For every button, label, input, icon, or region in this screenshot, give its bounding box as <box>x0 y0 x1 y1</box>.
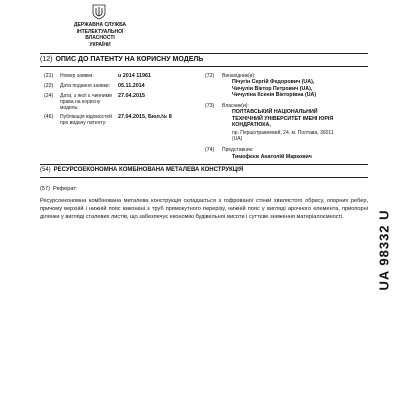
inventors-list <box>232 79 316 99</box>
field-code-22: (22) <box>44 83 54 89</box>
divider <box>40 164 368 165</box>
inventor-name: Чичуліна Ксенія Вікторівна (UA) <box>232 92 317 99</box>
field-value-application-number: u 2014 11961 <box>118 73 151 79</box>
inventor-name: Пічугін Сергій Федорович (UA), <box>232 79 315 85</box>
abstract-code: (57) <box>40 186 50 192</box>
owner-name-line: КОНДРАТЮКА, <box>232 122 271 129</box>
field-label-application-number: Номер заявки: <box>60 73 94 79</box>
divider <box>40 177 368 178</box>
inventor-name: Чичуліи Віктор Петрович (UA), <box>232 85 313 92</box>
invention-title <box>40 167 243 173</box>
owner-name-line: ПОЛТАВСЬКИЙ НАЦІОНАЛЬНИЙ <box>232 109 318 115</box>
abstract-text: Ресурсоекономна комбінована металева конструкція складається з гофрованої стінки хвилястого обрису, опорних ребер, причому верхній і нижній пояс виконані з труб прямокутного перерізу, нижній пояс у вигляді арочного елемента, приопорні ділянки у вигляді сталевих листів, що забезпечує економію будівельної висоти і суттєве зниження матеріалоємності. <box>40 198 368 221</box>
field-value-publication: 27.04.2015, Бюл.№ 8 <box>118 114 172 120</box>
field-code-21: (21) <box>44 73 54 79</box>
owner-name <box>232 109 333 129</box>
inventors-label: Винахідник(и): <box>222 73 256 79</box>
abstract-heading <box>40 186 77 192</box>
office-line: ІНТЕЛЕКТУАЛЬНОЇ <box>76 28 124 35</box>
field-code-72: (72) <box>205 73 215 79</box>
invention-title-text: РЕСУРСОЕКОНОМНА КОМБІНОВАНА МЕТАЛЕВА КОНСТРУКЦІЯ <box>53 167 244 173</box>
trident-emblem-icon <box>92 4 106 20</box>
owner-label: Власник(и): <box>222 103 249 109</box>
owner-address-line: (UA) <box>232 136 243 143</box>
field-code-46: (46) <box>44 114 54 120</box>
representative-name: Тимофєєв Анатолій Маркович <box>232 154 312 160</box>
abstract-label: Реферат: <box>52 186 78 192</box>
divider <box>40 66 368 67</box>
owner-address <box>232 130 334 142</box>
owner-name-line: ТЕХНІЧНИЙ УНІВЕРСИТЕТ ІМЕНІ ЮРІЯ <box>232 115 334 122</box>
invention-title-code: (54) <box>40 167 51 173</box>
field-code-74: (74) <box>205 147 215 153</box>
field-value-filing-date: 05.11.2014 <box>118 83 145 89</box>
field-label-publication: Публікація відомостей про видачу патенту: <box>60 114 112 126</box>
office-line: ДЕРЖАВНА СЛУЖБА <box>73 22 127 28</box>
office-name <box>60 22 140 48</box>
field-value-rights-date: 27.04.2015 <box>118 93 145 99</box>
field-label-filing-date: Дата подання заявки: <box>60 83 110 89</box>
field-code-73: (73) <box>205 103 215 109</box>
office-line: ВЛАСНОСТІ <box>85 35 115 42</box>
patent-side-number-text: UA 98332 U <box>376 209 392 291</box>
representative-label: Представник: <box>222 147 254 153</box>
document-title <box>40 56 203 63</box>
field-label-rights-date: Дата, з якої є чинними права на корисну модель: <box>60 93 112 111</box>
owner-address-line: пр. Першотравневий, 24, м. Полтава, 36011 <box>232 130 334 136</box>
field-code-24: (24) <box>44 93 54 99</box>
patent-side-number <box>374 200 394 300</box>
office-line: УКРАЇНИ <box>89 41 111 48</box>
divider <box>40 53 368 54</box>
document-title-text: ОПИС ДО ПАТЕНТУ НА КОРИСНУ МОДЕЛЬ <box>55 56 204 63</box>
document-title-code: (12) <box>40 56 53 63</box>
